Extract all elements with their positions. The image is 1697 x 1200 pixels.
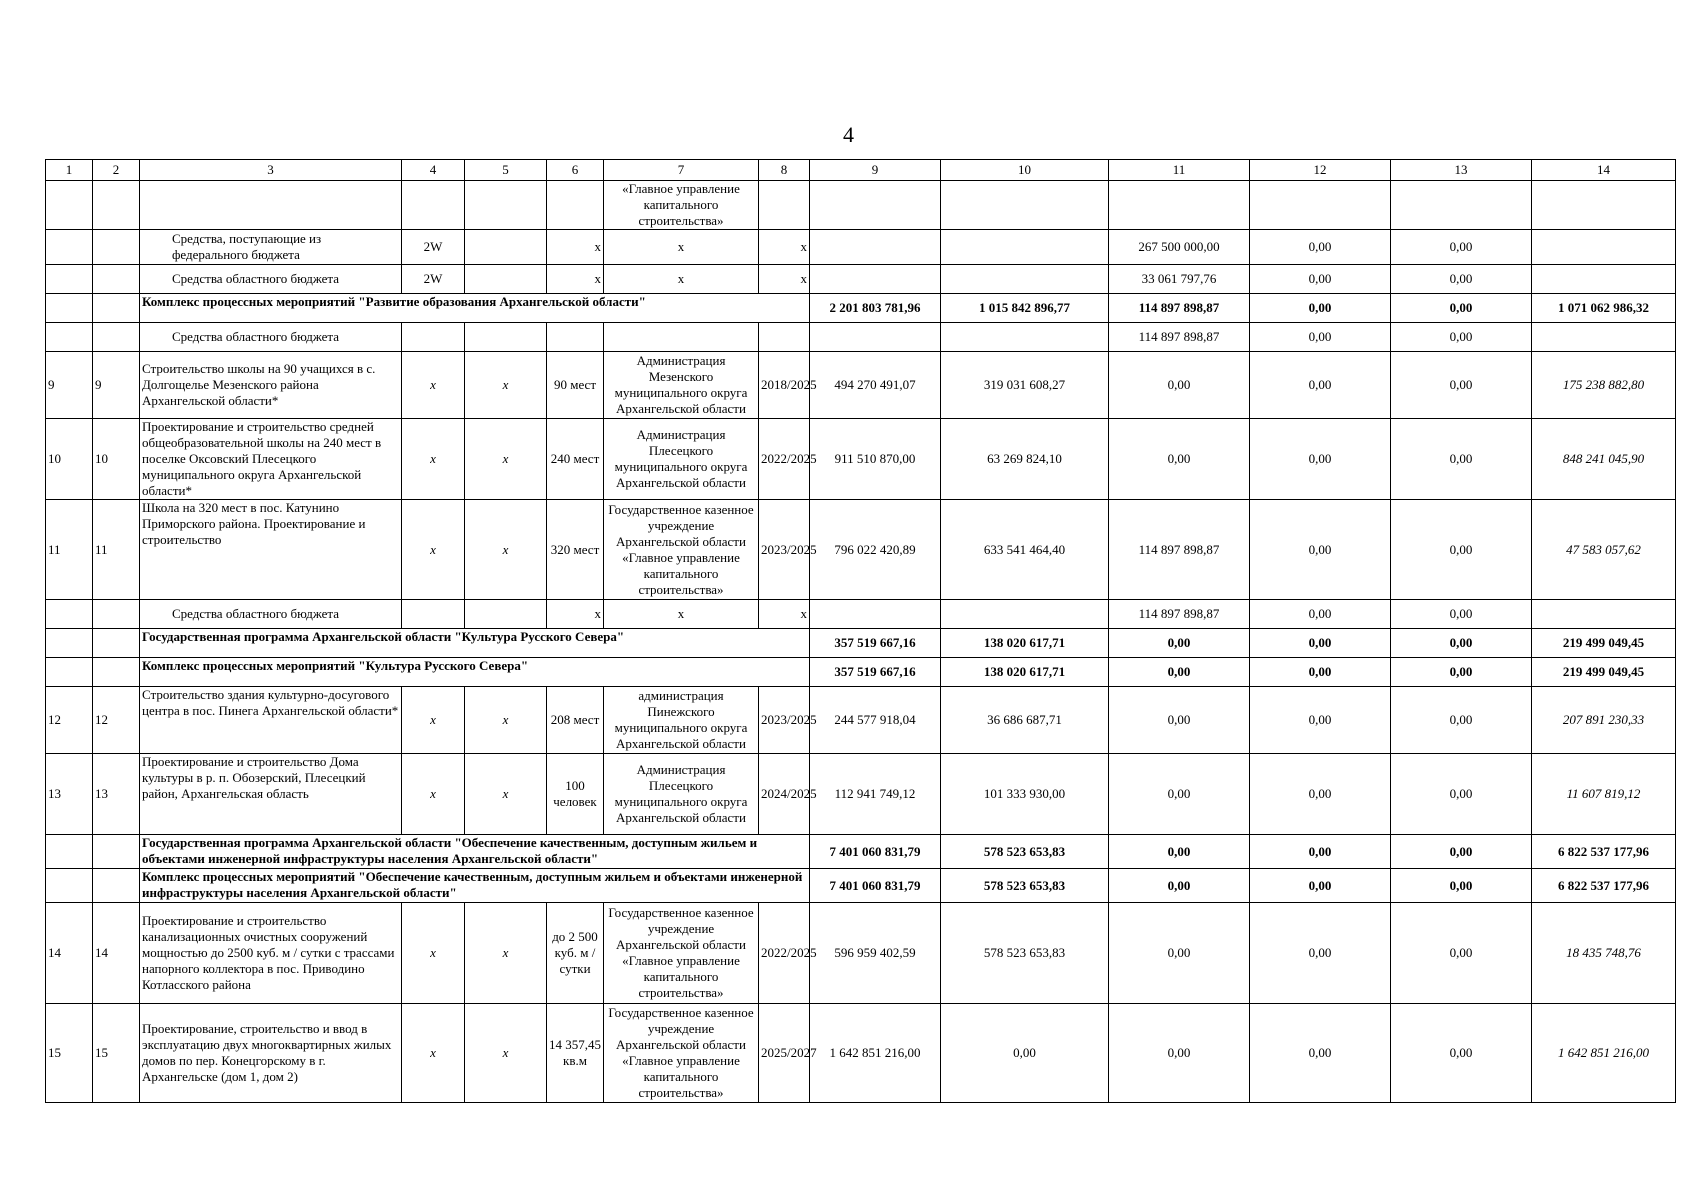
amount-col10 — [941, 600, 1109, 629]
row-number — [46, 323, 93, 352]
amount-col14: 1 642 851 216,00 — [1532, 1004, 1676, 1103]
amount-col10: 36 686 687,71 — [941, 687, 1109, 754]
table-row — [46, 754, 1676, 835]
responsible-org-cell: Государственное казенное учреждение Архангельской области «Главное управление капитального строительства» — [604, 903, 759, 1004]
total-col9: 357 519 667,16 — [810, 658, 941, 687]
period-cell: 2018/2025 — [759, 352, 810, 419]
amount-col12: 0,00 — [1250, 600, 1391, 629]
amount-col11: 114 897 898,87 — [1109, 500, 1250, 600]
responsible-org-cell: x — [604, 230, 759, 265]
period-cell: 2025/2027 — [759, 1004, 810, 1103]
table-row — [46, 419, 1676, 500]
total-col9: 357 519 667,16 — [810, 629, 941, 658]
period-cell: x — [759, 600, 810, 629]
amount-col11 — [1109, 181, 1250, 230]
row-number-secondary: 10 — [93, 419, 140, 500]
object-name-cell — [140, 181, 402, 230]
amount-col12: 0,00 — [1250, 419, 1391, 500]
row-number: 14 — [46, 903, 93, 1004]
total-col10: 578 523 653,83 — [941, 869, 1109, 903]
column-number: 3 — [140, 160, 402, 181]
capacity-cell: 14 357,45 кв.м — [547, 1004, 604, 1103]
col5-cell: x — [465, 500, 547, 600]
total-col11: 0,00 — [1109, 835, 1250, 869]
total-col13: 0,00 — [1391, 869, 1532, 903]
col4-cell: x — [402, 500, 465, 600]
amount-col9 — [810, 265, 941, 294]
table-row — [46, 903, 1676, 1004]
responsible-org-cell — [604, 323, 759, 352]
total-col13: 0,00 — [1391, 629, 1532, 658]
col4-cell: x — [402, 754, 465, 835]
amount-col13 — [1391, 181, 1532, 230]
object-name-cell: Проектирование и строительство канализационных очистных сооружений мощностью до 2500 куб. м / сутки с трассами напорного коллектора в пос. Приводино Котласского района — [140, 903, 402, 1004]
object-name-cell: Проектирование, строительство и ввод в эксплуатацию двух многоквартирных жилых домов по пер. Конецгорскому в г. Архангельске (дом 1, дом 2) — [140, 1004, 402, 1103]
responsible-org-cell: Администрация Мезенского муниципального округа Архангельской области — [604, 352, 759, 419]
amount-col14: 11 607 819,12 — [1532, 754, 1676, 835]
total-col14: 1 071 062 986,32 — [1532, 294, 1676, 323]
amount-col14 — [1532, 600, 1676, 629]
col4-cell: x — [402, 419, 465, 500]
amount-col9 — [810, 230, 941, 265]
col5-cell — [465, 181, 547, 230]
row-number — [46, 629, 93, 658]
col4-cell: x — [402, 1004, 465, 1103]
amount-col10: 101 333 930,00 — [941, 754, 1109, 835]
row-number: 15 — [46, 1004, 93, 1103]
row-number-secondary — [93, 658, 140, 687]
amount-col14: 18 435 748,76 — [1532, 903, 1676, 1004]
amount-col14 — [1532, 323, 1676, 352]
total-col14: 219 499 049,45 — [1532, 658, 1676, 687]
program-total-row — [46, 869, 1676, 903]
amount-col12: 0,00 — [1250, 687, 1391, 754]
object-name-cell: Строительство здания культурно-досугового центра в пос. Пинега Архангельской области* — [140, 687, 402, 754]
amount-col13: 0,00 — [1391, 1004, 1532, 1103]
amount-col12: 0,00 — [1250, 352, 1391, 419]
amount-col10: 633 541 464,40 — [941, 500, 1109, 600]
total-col12: 0,00 — [1250, 294, 1391, 323]
amount-col13: 0,00 — [1391, 500, 1532, 600]
row-number-secondary: 13 — [93, 754, 140, 835]
responsible-org-cell: Государственное казенное учреждение Архангельской области «Главное управление капитального строительства» — [604, 1004, 759, 1103]
capacity-cell: x — [547, 600, 604, 629]
amount-col14: 47 583 057,62 — [1532, 500, 1676, 600]
amount-col12 — [1250, 181, 1391, 230]
total-col10: 138 020 617,71 — [941, 658, 1109, 687]
row-number-secondary — [93, 323, 140, 352]
amount-col10: 319 031 608,27 — [941, 352, 1109, 419]
col5-cell — [465, 600, 547, 629]
amount-col14 — [1532, 181, 1676, 230]
amount-col13: 0,00 — [1391, 600, 1532, 629]
capacity-cell: 240 мест — [547, 419, 604, 500]
column-number: 10 — [941, 160, 1109, 181]
amount-col11: 0,00 — [1109, 419, 1250, 500]
row-number-secondary — [93, 181, 140, 230]
row-number-secondary — [93, 294, 140, 323]
col5-cell — [465, 230, 547, 265]
amount-col9: 911 510 870,00 — [810, 419, 941, 500]
amount-col11: 114 897 898,87 — [1109, 600, 1250, 629]
amount-col13: 0,00 — [1391, 419, 1532, 500]
table-row — [46, 1004, 1676, 1103]
column-number: 13 — [1391, 160, 1532, 181]
table-row — [46, 687, 1676, 754]
column-number: 4 — [402, 160, 465, 181]
amount-col12: 0,00 — [1250, 323, 1391, 352]
col5-cell: x — [465, 754, 547, 835]
amount-col9: 596 959 402,59 — [810, 903, 941, 1004]
row-number — [46, 265, 93, 294]
amount-col11: 114 897 898,87 — [1109, 323, 1250, 352]
capacity-cell: 90 мест — [547, 352, 604, 419]
object-name-cell: Проектирование и строительство средней общеобразовательной школы на 240 мест в поселке Оксовский Плесецкого муниципального округа Архангельской области* — [140, 419, 402, 500]
object-name-cell: Школа на 320 мест в пос. Катунино Приморского района. Проектирование и строительство — [140, 500, 402, 600]
amount-col13: 0,00 — [1391, 687, 1532, 754]
total-col13: 0,00 — [1391, 835, 1532, 869]
responsible-org-cell: администрация Пинежского муниципального округа Архангельской области — [604, 687, 759, 754]
total-col11: 114 897 898,87 — [1109, 294, 1250, 323]
capacity-cell: до 2 500 куб. м / сутки — [547, 903, 604, 1004]
col4-cell: x — [402, 352, 465, 419]
column-number: 9 — [810, 160, 941, 181]
capacity-cell: x — [547, 265, 604, 294]
amount-col12: 0,00 — [1250, 1004, 1391, 1103]
amount-col13: 0,00 — [1391, 323, 1532, 352]
total-col11: 0,00 — [1109, 869, 1250, 903]
amount-col11: 0,00 — [1109, 754, 1250, 835]
row-number-secondary — [93, 265, 140, 294]
col4-cell — [402, 323, 465, 352]
amount-col10: 0,00 — [941, 1004, 1109, 1103]
col5-cell: x — [465, 687, 547, 754]
capacity-cell — [547, 323, 604, 352]
total-col11: 0,00 — [1109, 658, 1250, 687]
row-number: 9 — [46, 352, 93, 419]
period-cell: x — [759, 265, 810, 294]
row-number: 11 — [46, 500, 93, 600]
amount-col11: 0,00 — [1109, 1004, 1250, 1103]
col4-cell — [402, 181, 465, 230]
capacity-cell: 100 человек — [547, 754, 604, 835]
row-number — [46, 658, 93, 687]
amount-col12: 0,00 — [1250, 230, 1391, 265]
col4-cell — [402, 600, 465, 629]
funding-source-row — [46, 600, 1676, 629]
funding-source-label: Средства областного бюджета — [140, 323, 402, 352]
row-number-secondary: 12 — [93, 687, 140, 754]
total-col14: 6 822 537 177,96 — [1532, 869, 1676, 903]
total-col12: 0,00 — [1250, 658, 1391, 687]
total-col9: 7 401 060 831,79 — [810, 869, 941, 903]
col4-cell: 2W — [402, 265, 465, 294]
amount-col13: 0,00 — [1391, 352, 1532, 419]
amount-col10 — [941, 323, 1109, 352]
amount-col14: 207 891 230,33 — [1532, 687, 1676, 754]
amount-col10: 63 269 824,10 — [941, 419, 1109, 500]
total-col10: 1 015 842 896,77 — [941, 294, 1109, 323]
amount-col12: 0,00 — [1250, 754, 1391, 835]
amount-col9 — [810, 181, 941, 230]
program-total-row — [46, 835, 1676, 869]
amount-col11: 0,00 — [1109, 352, 1250, 419]
program-title: Комплекс процессных мероприятий "Культура Русского Севера" — [140, 658, 810, 687]
table-row — [46, 500, 1676, 600]
column-number: 1 — [46, 160, 93, 181]
program-title: Государственная программа Архангельской области "Обеспечение качественным, доступным жильем и объектами инженерной инфраструктуры населения Архангельской области" — [140, 835, 810, 869]
total-col12: 0,00 — [1250, 629, 1391, 658]
amount-col14: 175 238 882,80 — [1532, 352, 1676, 419]
period-cell: 2022/2025 — [759, 903, 810, 1004]
row-number-secondary — [93, 600, 140, 629]
responsible-org-cell: «Главное управление капитального строительства» — [604, 181, 759, 230]
funding-source-label: Средства областного бюджета — [140, 600, 402, 629]
total-col13: 0,00 — [1391, 658, 1532, 687]
period-cell — [759, 323, 810, 352]
responsible-org-cell: Государственное казенное учреждение Архангельской области «Главное управление капитального строительства» — [604, 500, 759, 600]
column-number: 11 — [1109, 160, 1250, 181]
amount-col9: 1 642 851 216,00 — [810, 1004, 941, 1103]
funding-source-row — [46, 323, 1676, 352]
funding-source-row — [46, 230, 1676, 265]
col5-cell — [465, 323, 547, 352]
row-number — [46, 294, 93, 323]
column-number: 2 — [93, 160, 140, 181]
program-title: Государственная программа Архангельской области "Культура Русского Севера" — [140, 629, 810, 658]
period-cell: 2022/2025 — [759, 419, 810, 500]
row-number-secondary — [93, 629, 140, 658]
total-col10: 578 523 653,83 — [941, 835, 1109, 869]
program-total-row — [46, 629, 1676, 658]
object-name-cell: Строительство школы на 90 учащихся в с. Долгощелье Мезенского района Архангельской области* — [140, 352, 402, 419]
total-col14: 6 822 537 177,96 — [1532, 835, 1676, 869]
amount-col12: 0,00 — [1250, 265, 1391, 294]
total-col12: 0,00 — [1250, 869, 1391, 903]
table-row — [46, 352, 1676, 419]
object-name-cell: Проектирование и строительство Дома культуры в р. п. Обозерский, Плесецкий район, Архангельская область — [140, 754, 402, 835]
row-number-secondary: 14 — [93, 903, 140, 1004]
responsible-org-cell: Администрация Плесецкого муниципального округа Архангельской области — [604, 419, 759, 500]
column-number: 8 — [759, 160, 810, 181]
capital-construction-table — [45, 159, 1676, 1103]
amount-col12: 0,00 — [1250, 903, 1391, 1004]
amount-col9: 796 022 420,89 — [810, 500, 941, 600]
capacity-cell — [547, 181, 604, 230]
period-cell — [759, 181, 810, 230]
total-col12: 0,00 — [1250, 835, 1391, 869]
amount-col11: 267 500 000,00 — [1109, 230, 1250, 265]
amount-col14: 848 241 045,90 — [1532, 419, 1676, 500]
program-title: Комплекс процессных мероприятий "Обеспечение качественным, доступным жильем и объектами инженерной инфраструктуры населения Архангельской области" — [140, 869, 810, 903]
capacity-cell: 320 мест — [547, 500, 604, 600]
total-col11: 0,00 — [1109, 629, 1250, 658]
amount-col10 — [941, 230, 1109, 265]
col5-cell — [465, 265, 547, 294]
funding-source-label: Средства областного бюджета — [140, 265, 402, 294]
col4-cell: x — [402, 903, 465, 1004]
column-number: 14 — [1532, 160, 1676, 181]
row-number-secondary: 15 — [93, 1004, 140, 1103]
program-total-row — [46, 658, 1676, 687]
funding-source-row — [46, 265, 1676, 294]
col5-cell: x — [465, 352, 547, 419]
amount-col10 — [941, 265, 1109, 294]
total-col10: 138 020 617,71 — [941, 629, 1109, 658]
responsible-org-cell: x — [604, 265, 759, 294]
col4-cell: 2W — [402, 230, 465, 265]
period-cell: 2024/2025 — [759, 754, 810, 835]
col5-cell: x — [465, 419, 547, 500]
row-number-secondary — [93, 230, 140, 265]
period-cell: 2023/2025 — [759, 687, 810, 754]
row-number — [46, 230, 93, 265]
program-total-row — [46, 294, 1676, 323]
col5-cell: x — [465, 1004, 547, 1103]
row-number — [46, 869, 93, 903]
row-number-secondary — [93, 869, 140, 903]
total-col9: 2 201 803 781,96 — [810, 294, 941, 323]
amount-col13: 0,00 — [1391, 230, 1532, 265]
amount-col14 — [1532, 265, 1676, 294]
amount-col9: 244 577 918,04 — [810, 687, 941, 754]
row-number: 10 — [46, 419, 93, 500]
amount-col11: 33 061 797,76 — [1109, 265, 1250, 294]
table-row — [46, 181, 1676, 230]
amount-col13: 0,00 — [1391, 754, 1532, 835]
total-col9: 7 401 060 831,79 — [810, 835, 941, 869]
period-cell: x — [759, 230, 810, 265]
column-number-header-row — [46, 160, 1676, 181]
responsible-org-cell: Администрация Плесецкого муниципального округа Архангельской области — [604, 754, 759, 835]
amount-col10: 578 523 653,83 — [941, 903, 1109, 1004]
amount-col11: 0,00 — [1109, 903, 1250, 1004]
column-number: 12 — [1250, 160, 1391, 181]
amount-col13: 0,00 — [1391, 265, 1532, 294]
amount-col14 — [1532, 230, 1676, 265]
col4-cell: x — [402, 687, 465, 754]
row-number: 12 — [46, 687, 93, 754]
column-number: 5 — [465, 160, 547, 181]
page-number: 4 — [843, 122, 854, 147]
row-number — [46, 181, 93, 230]
amount-col12: 0,00 — [1250, 500, 1391, 600]
period-cell: 2023/2025 — [759, 500, 810, 600]
row-number — [46, 835, 93, 869]
row-number-secondary: 11 — [93, 500, 140, 600]
column-number: 7 — [604, 160, 759, 181]
row-number-secondary — [93, 835, 140, 869]
amount-col9: 494 270 491,07 — [810, 352, 941, 419]
funding-source-label: Средства, поступающие из федерального бюджета — [140, 230, 402, 265]
row-number-secondary: 9 — [93, 352, 140, 419]
amount-col9 — [810, 600, 941, 629]
total-col14: 219 499 049,45 — [1532, 629, 1676, 658]
amount-col13: 0,00 — [1391, 903, 1532, 1004]
row-number: 13 — [46, 754, 93, 835]
responsible-org-cell: x — [604, 600, 759, 629]
col5-cell: x — [465, 903, 547, 1004]
total-col13: 0,00 — [1391, 294, 1532, 323]
amount-col9 — [810, 323, 941, 352]
amount-col9: 112 941 749,12 — [810, 754, 941, 835]
program-title: Комплекс процессных мероприятий "Развитие образования Архангельской области" — [140, 294, 810, 323]
amount-col10 — [941, 181, 1109, 230]
column-number: 6 — [547, 160, 604, 181]
row-number — [46, 600, 93, 629]
capacity-cell: x — [547, 230, 604, 265]
amount-col11: 0,00 — [1109, 687, 1250, 754]
capacity-cell: 208 мест — [547, 687, 604, 754]
